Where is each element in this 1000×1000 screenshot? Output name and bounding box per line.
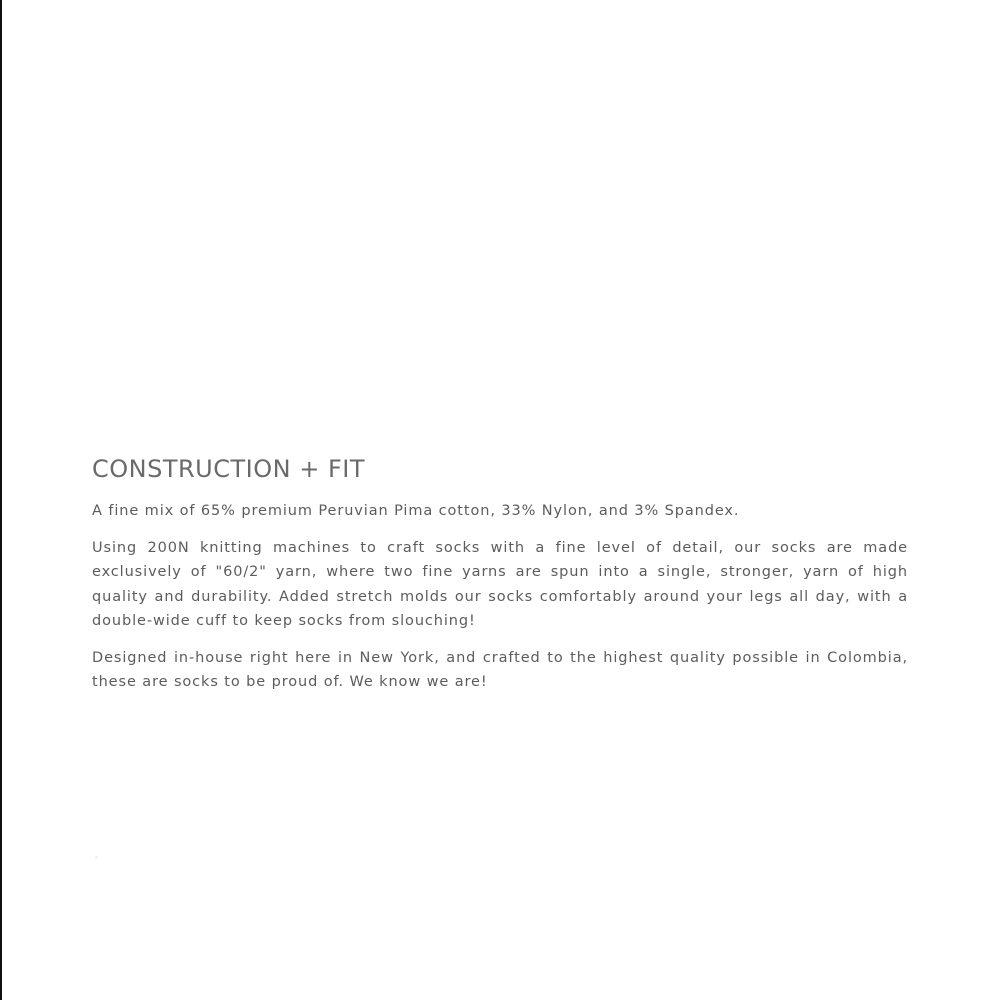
materials-paragraph: A fine mix of 65% premium Peruvian Pima cotton, 33% Nylon, and 3% Spandex. xyxy=(92,503,740,519)
decorative-dot xyxy=(95,856,98,859)
product-details-section xyxy=(92,452,908,707)
left-border-rule xyxy=(0,0,2,1000)
construction-paragraph: Using 200N knitting machines to craft socks with a fine level of detail, our socks are made exclusively of "60/2" yarn, where two fine yarns are spun into a single, stronger, yarn of high quality and durability. Added stretch molds our socks comfortably around your legs all day, with a double-wide cuff to keep socks from slouching! xyxy=(92,539,908,629)
origin-paragraph: Designed in-house right here in New York, and crafted to the highest quality possible in Colombia, these are socks to be proud of. We know we are! xyxy=(92,649,908,690)
section-title: CONSTRUCTION + FIT xyxy=(92,455,365,483)
